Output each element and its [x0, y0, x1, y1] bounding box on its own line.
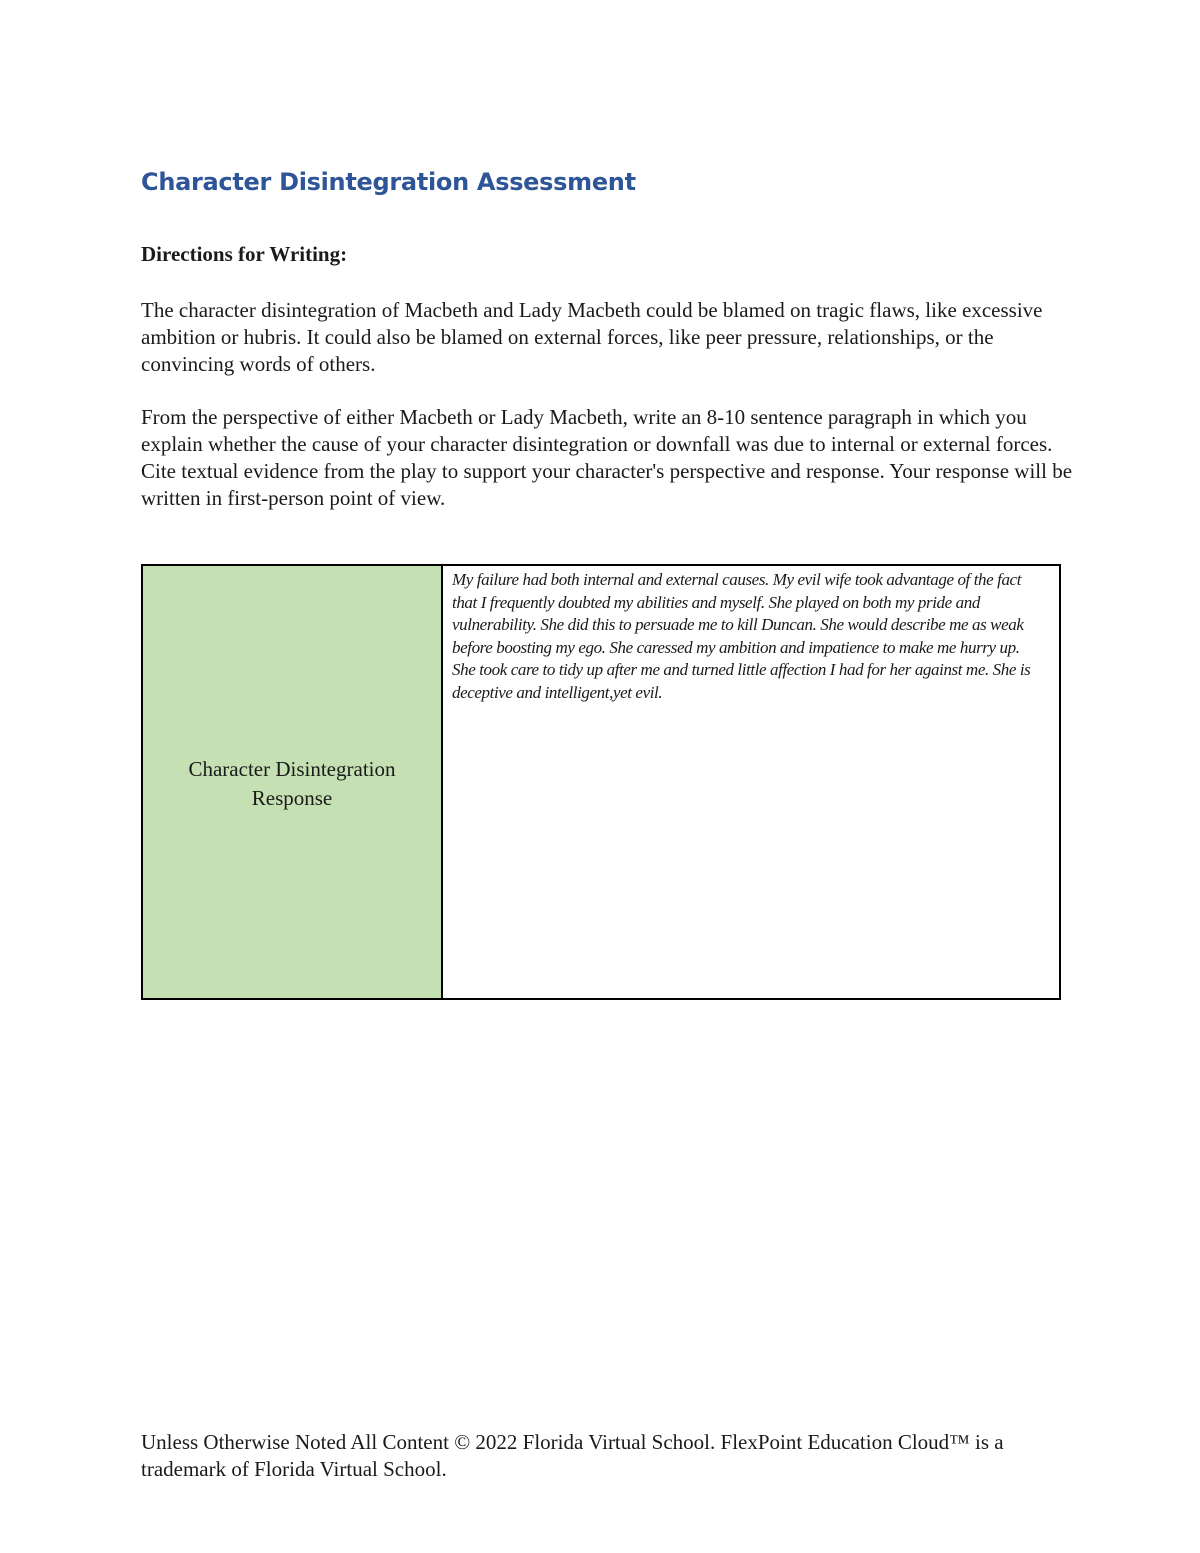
copyright-footer: Unless Otherwise Noted All Content © 2022 Florida Virtual School. FlexPoint Education Cloud™ is a trademark of Florida Virtual School. [141, 1430, 1004, 1481]
response-answer-cell[interactable] [443, 566, 1059, 998]
response-table [141, 564, 1061, 1000]
response-label-cell [143, 566, 443, 998]
response-label: Character Disintegration Response [188, 757, 396, 810]
response-answer-text: My failure had both internal and external causes. My evil wife took advantage of the fact that I frequently doubted my abilities and myself. She played on both my pride and vulnerability. She did this to persuade me to kill Duncan. She would describe me as weak before boosting my ego. She caressed my ambition and impatience to make me hurry up. She took care to tidy up after me and turned little affection I had for her against me. She is deceptive and intelligent,yet evil. [452, 570, 1031, 702]
page-title: Character Disintegration Assessment [141, 168, 636, 196]
directions-paragraph-1: The character disintegration of Macbeth and Lady Macbeth could be blamed on tragic flaws, like excessive ambition or hubris. It could also be blamed on external forces, like peer pressure, relationships, or the convincing words of others. [141, 298, 1043, 376]
directions-heading: Directions for Writing: [141, 242, 348, 266]
directions-paragraph-2: From the perspective of either Macbeth or Lady Macbeth, write an 8-10 sentence paragraph in which you explain whether the cause of your character disintegration or downfall was due to internal or external forces. Cite textual evidence from the play to support your character's perspective and response. Your response will be written in first-person point of view. [141, 405, 1073, 510]
